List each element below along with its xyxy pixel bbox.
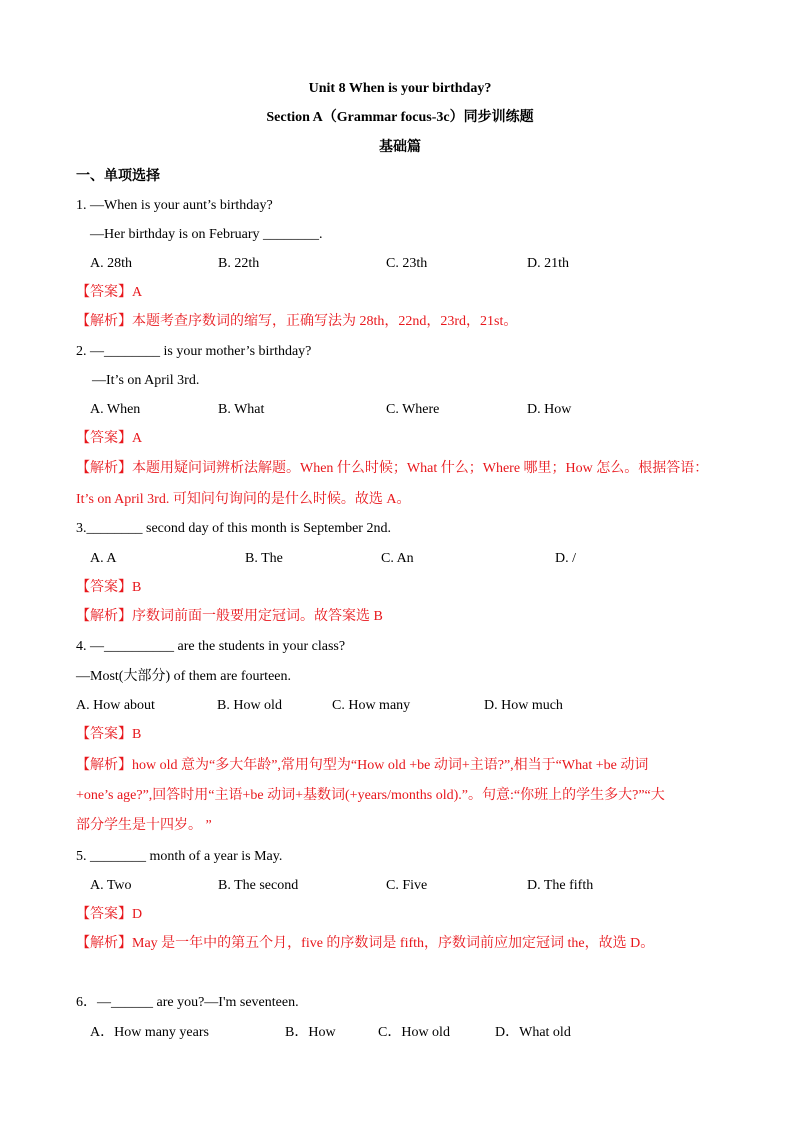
q2-option-c: C. Where — [386, 402, 440, 417]
q1-stem-reply: —Her birthday is on February ________. — [90, 227, 323, 242]
q3-option-a: A. A — [90, 551, 117, 566]
q4-stem-reply: —Most(大部分) of them are fourteen. — [76, 669, 291, 684]
q1-analysis: 【解析】本题考查序数词的缩写，正确写法为 28th，22nd，23rd，21st。 — [76, 314, 518, 329]
q4-option-d: D. How much — [484, 698, 563, 713]
q6-option-a: A．How many years — [90, 1025, 209, 1040]
q5-option-b: B. The second — [218, 878, 299, 893]
q4-option-b: B. How old — [217, 698, 282, 713]
q4-answer: 【答案】B — [76, 727, 142, 742]
q5-stem: 5. ________ month of a year is May. — [76, 849, 283, 864]
q2-answer: 【答案】A — [76, 431, 143, 446]
q2-analysis-line1: 【解析】本题用疑问词辨析法解题。When 什么时候；What 什么；Where 哪里；How 怎么。根据答语： — [76, 461, 709, 476]
q2-option-d: D. How — [527, 402, 572, 417]
q3-option-b: B. The — [245, 551, 283, 566]
level-title: 基础篇 — [379, 140, 421, 155]
q1-option-c: C. 23th — [386, 256, 428, 271]
q2-analysis-line2: It’s on April 3rd. 可知问句询问的是什么时候。故选 A。 — [76, 492, 411, 507]
q1-option-b: B. 22th — [218, 256, 260, 271]
q1-stem: 1. —When is your aunt’s birthday? — [76, 198, 273, 213]
q4-option-c: C. How many — [332, 698, 411, 713]
q2-stem: 2. —________ is your mother’s birthday? — [76, 344, 312, 359]
q2-stem-reply: —It’s on April 3rd. — [92, 373, 200, 388]
q6-stem: 6．—______ are you?—I'm seventeen. — [76, 995, 299, 1010]
q5-option-c: C. Five — [386, 878, 428, 893]
q5-option-a: A. Two — [90, 878, 132, 893]
q4-option-a: A. How about — [76, 698, 155, 713]
q3-option-c: C. An — [381, 551, 414, 566]
q2-option-b: B. What — [218, 402, 265, 417]
q6-option-c: C．How old — [378, 1025, 450, 1040]
q1-answer: 【答案】A — [76, 285, 143, 300]
q4-analysis-line1: 【解析】how old 意为“多大年龄”,常用句型为“How old +be 动词+主语?”,相当于“What +be 动词 — [76, 758, 649, 773]
q4-stem: 4. —__________ are the students in your class? — [76, 639, 346, 654]
q3-option-d: D. / — [555, 551, 576, 566]
q5-answer: 【答案】D — [76, 907, 143, 922]
q6-option-b: B．How — [285, 1025, 336, 1040]
unit-title: Unit 8 When is your birthday? — [308, 81, 492, 96]
section-title: Section A（Grammar focus-3c）同步训练题 — [266, 110, 534, 125]
q3-answer: 【答案】B — [76, 580, 142, 595]
q4-analysis-line2: +one’s age?”,回答时用“主语+be 动词+基数词(+years/months old).”。句意:“你班上的学生多大?”“大 — [76, 788, 665, 803]
q5-option-d: D. The fifth — [527, 878, 594, 893]
q1-option-d: D. 21th — [527, 256, 569, 271]
part-heading: 一、单项选择 — [76, 169, 160, 184]
q2-option-a: A. When — [90, 402, 141, 417]
q6-option-d: D．What old — [495, 1025, 571, 1040]
q4-analysis-line3: 部分学生是十四岁。 ” — [76, 818, 212, 833]
q1-option-a: A. 28th — [90, 256, 132, 271]
q5-analysis: 【解析】May 是一年中的第五个月，five 的序数词是 fifth，序数词前应加定冠词 the，故选 D。 — [76, 936, 655, 951]
q3-analysis: 【解析】序数词前面一般要用定冠词。故答案选 B — [76, 609, 383, 624]
q3-stem: 3.________ second day of this month is September 2nd. — [76, 521, 391, 536]
